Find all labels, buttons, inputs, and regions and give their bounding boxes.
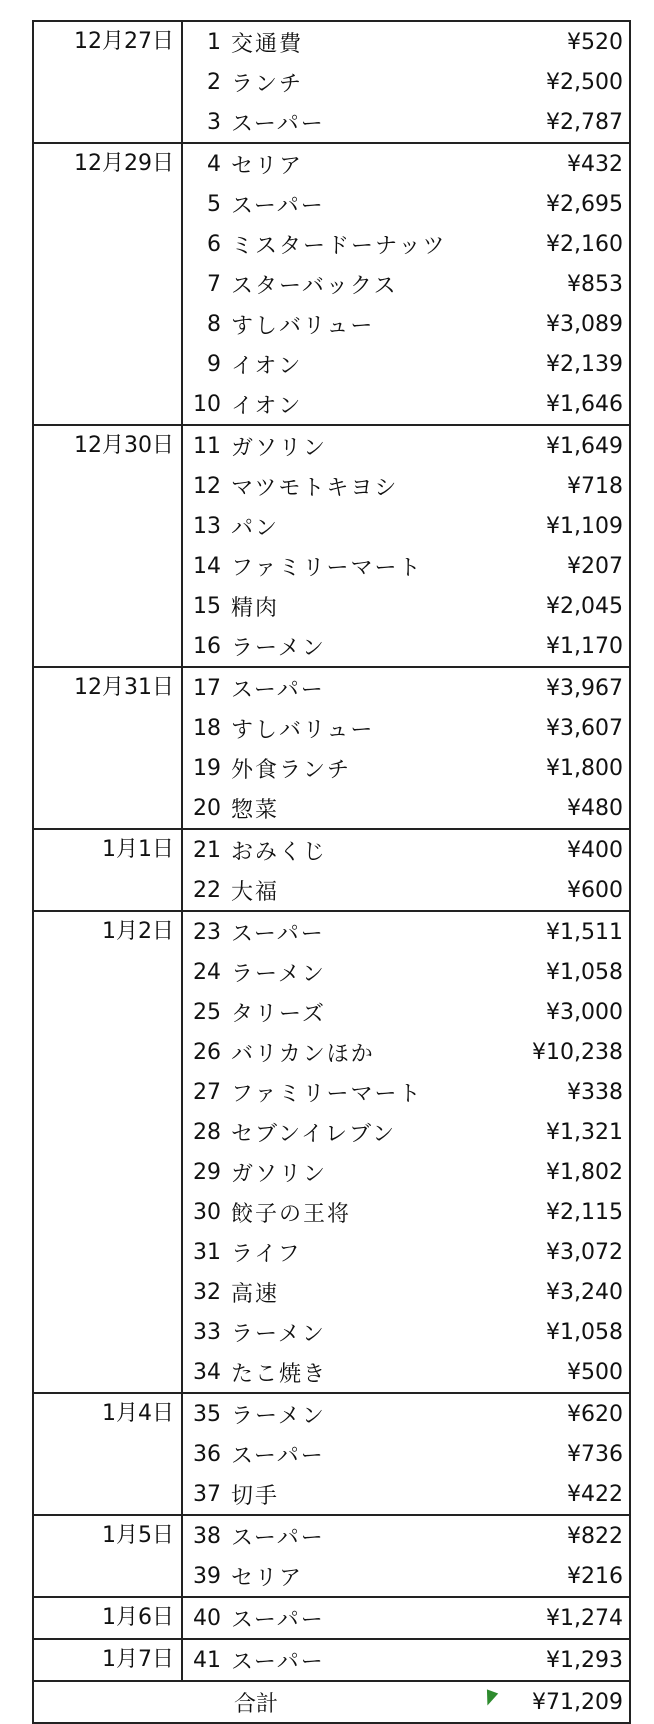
table-row bbox=[183, 184, 629, 224]
table-row bbox=[183, 1556, 629, 1596]
date-group bbox=[34, 426, 629, 668]
table-row bbox=[183, 1352, 629, 1392]
date-group bbox=[34, 1598, 629, 1640]
item-name: イオン bbox=[231, 353, 303, 379]
item-name: ライフ bbox=[231, 1241, 302, 1267]
item-number: 8 bbox=[207, 311, 221, 337]
item-amount: ¥1,058 bbox=[546, 959, 623, 985]
table-row bbox=[183, 1394, 629, 1434]
table-row bbox=[183, 506, 629, 546]
item-number: 16 bbox=[193, 633, 221, 659]
item-name: セリア bbox=[231, 153, 304, 179]
item-amount: ¥2,160 bbox=[546, 231, 623, 257]
item-amount: ¥520 bbox=[567, 29, 623, 55]
table-row bbox=[183, 224, 629, 264]
table-row bbox=[183, 830, 629, 870]
item-number: 21 bbox=[193, 837, 221, 863]
item-number: 10 bbox=[193, 391, 221, 417]
item-name: パン bbox=[231, 515, 280, 541]
table-row bbox=[183, 952, 629, 992]
table-row bbox=[183, 1312, 629, 1352]
item-amount: ¥1,802 bbox=[546, 1159, 623, 1185]
item-amount: ¥2,045 bbox=[546, 593, 623, 619]
item-name: 大福 bbox=[231, 879, 280, 905]
item-rows bbox=[183, 144, 629, 424]
item-amount: ¥1,170 bbox=[546, 633, 623, 659]
item-name: ラーメン bbox=[231, 961, 326, 987]
item-number: 7 bbox=[207, 271, 221, 297]
date-group bbox=[34, 1640, 629, 1682]
item-amount: ¥853 bbox=[567, 271, 623, 297]
item-amount: ¥3,240 bbox=[546, 1279, 623, 1305]
date-cell: 1月7日 bbox=[34, 1640, 183, 1680]
item-number: 5 bbox=[207, 191, 221, 217]
table-row bbox=[183, 1112, 629, 1152]
item-number: 31 bbox=[193, 1239, 221, 1265]
table-row bbox=[183, 466, 629, 506]
item-number: 17 bbox=[193, 675, 221, 701]
item-name: ランチ bbox=[231, 71, 304, 97]
date-cell: 1月2日 bbox=[34, 912, 183, 1392]
table-row bbox=[183, 870, 629, 910]
table-row bbox=[183, 22, 629, 62]
item-number: 20 bbox=[193, 795, 221, 821]
item-name: バリカンほか bbox=[231, 1041, 375, 1067]
item-name: スーパー bbox=[231, 193, 325, 219]
item-amount: ¥3,967 bbox=[546, 675, 623, 701]
item-name: セリア bbox=[231, 1565, 304, 1591]
table-row bbox=[183, 992, 629, 1032]
table-row bbox=[183, 586, 629, 626]
date-cell: 1月1日 bbox=[34, 830, 183, 910]
table-row bbox=[183, 1032, 629, 1072]
item-name: ラーメン bbox=[231, 635, 326, 661]
table-row bbox=[183, 1192, 629, 1232]
item-number: 19 bbox=[193, 755, 221, 781]
date-group bbox=[34, 668, 629, 830]
item-name: スーパー bbox=[231, 1607, 325, 1633]
table-row bbox=[183, 1640, 629, 1680]
item-amount: ¥718 bbox=[567, 473, 623, 499]
table-row bbox=[183, 1232, 629, 1272]
item-amount: ¥2,139 bbox=[546, 351, 623, 377]
total-row bbox=[34, 1682, 629, 1722]
item-amount: ¥3,607 bbox=[546, 715, 623, 741]
date-cell: 1月4日 bbox=[34, 1394, 183, 1514]
item-amount: ¥2,787 bbox=[546, 109, 623, 135]
table-row bbox=[183, 384, 629, 424]
item-number: 1 bbox=[207, 29, 221, 55]
item-number: 12 bbox=[193, 473, 221, 499]
item-number: 3 bbox=[207, 109, 221, 135]
item-amount: ¥822 bbox=[567, 1523, 623, 1549]
date-cell: 12月31日 bbox=[34, 668, 183, 828]
item-number: 6 bbox=[207, 231, 221, 257]
item-amount: ¥1,321 bbox=[546, 1119, 623, 1145]
item-number: 11 bbox=[193, 433, 221, 459]
item-amount: ¥500 bbox=[567, 1359, 623, 1385]
item-name: 高速 bbox=[231, 1281, 280, 1307]
item-number: 26 bbox=[193, 1039, 221, 1065]
item-amount: ¥1,293 bbox=[546, 1647, 623, 1673]
item-name: スーパー bbox=[231, 111, 325, 137]
item-name: おみくじ bbox=[231, 839, 328, 865]
item-name: 惣菜 bbox=[231, 797, 280, 823]
item-number: 32 bbox=[193, 1279, 221, 1305]
item-amount: ¥10,238 bbox=[532, 1039, 623, 1065]
item-rows bbox=[183, 22, 629, 142]
table-row bbox=[183, 668, 629, 708]
item-amount: ¥2,115 bbox=[546, 1199, 623, 1225]
item-number: 24 bbox=[193, 959, 221, 985]
item-amount: ¥620 bbox=[567, 1401, 623, 1427]
item-amount: ¥1,800 bbox=[546, 755, 623, 781]
item-rows bbox=[183, 1640, 629, 1680]
item-number: 38 bbox=[193, 1523, 221, 1549]
item-number: 9 bbox=[207, 351, 221, 377]
expense-table bbox=[32, 20, 631, 1724]
expense-groups bbox=[34, 22, 629, 1682]
item-name: スーパー bbox=[231, 677, 325, 703]
item-name: ファミリーマート bbox=[231, 555, 423, 581]
item-name: スーパー bbox=[231, 1443, 325, 1469]
item-name: ガソリン bbox=[231, 1161, 328, 1187]
item-number: 27 bbox=[193, 1079, 221, 1105]
item-amount: ¥400 bbox=[567, 837, 623, 863]
item-rows bbox=[183, 668, 629, 828]
item-rows bbox=[183, 912, 629, 1392]
item-rows bbox=[183, 830, 629, 910]
item-name: ラーメン bbox=[231, 1321, 326, 1347]
date-group bbox=[34, 22, 629, 144]
item-name: スターバックス bbox=[231, 273, 398, 299]
item-number: 29 bbox=[193, 1159, 221, 1185]
item-name: 外食ランチ bbox=[231, 757, 352, 783]
item-number: 2 bbox=[207, 69, 221, 95]
item-amount: ¥432 bbox=[567, 151, 623, 177]
item-name: 餃子の王将 bbox=[231, 1201, 352, 1227]
item-rows bbox=[183, 1598, 629, 1638]
item-name: ミスタードーナッツ bbox=[231, 233, 447, 259]
item-amount: ¥338 bbox=[567, 1079, 623, 1105]
date-cell: 12月30日 bbox=[34, 426, 183, 666]
item-number: 28 bbox=[193, 1119, 221, 1145]
item-name: 切手 bbox=[231, 1483, 280, 1509]
item-number: 40 bbox=[193, 1605, 221, 1631]
item-number: 14 bbox=[193, 553, 221, 579]
table-row bbox=[183, 708, 629, 748]
total-amount: ¥71,209 bbox=[532, 1689, 623, 1715]
item-name: 交通費 bbox=[231, 31, 304, 57]
date-group bbox=[34, 1394, 629, 1516]
item-number: 22 bbox=[193, 877, 221, 903]
item-number: 13 bbox=[193, 513, 221, 539]
item-name: 精肉 bbox=[231, 595, 280, 621]
table-row bbox=[183, 1072, 629, 1112]
item-amount: ¥3,000 bbox=[546, 999, 623, 1025]
date-cell: 1月5日 bbox=[34, 1516, 183, 1596]
total-label: 合計 bbox=[234, 1691, 279, 1717]
item-amount: ¥207 bbox=[567, 553, 623, 579]
item-number: 18 bbox=[193, 715, 221, 741]
item-name: スーパー bbox=[231, 921, 325, 947]
item-name: マツモトキヨシ bbox=[231, 475, 399, 501]
table-row bbox=[183, 62, 629, 102]
date-cell: 12月29日 bbox=[34, 144, 183, 424]
item-amount: ¥736 bbox=[567, 1441, 623, 1467]
item-number: 36 bbox=[193, 1441, 221, 1467]
item-number: 33 bbox=[193, 1319, 221, 1345]
item-name: ラーメン bbox=[231, 1403, 326, 1429]
item-amount: ¥1,274 bbox=[546, 1605, 623, 1631]
table-row bbox=[183, 1272, 629, 1312]
item-number: 39 bbox=[193, 1563, 221, 1589]
item-amount: ¥1,109 bbox=[546, 513, 623, 539]
item-number: 30 bbox=[193, 1199, 221, 1225]
table-row bbox=[183, 264, 629, 304]
item-amount: ¥2,695 bbox=[546, 191, 623, 217]
item-name: イオン bbox=[231, 393, 303, 419]
item-amount: ¥1,649 bbox=[546, 433, 623, 459]
item-number: 15 bbox=[193, 593, 221, 619]
date-group bbox=[34, 830, 629, 912]
item-rows bbox=[183, 1394, 629, 1514]
table-row bbox=[183, 144, 629, 184]
item-name: ファミリーマート bbox=[231, 1081, 423, 1107]
item-name: スーパー bbox=[231, 1525, 325, 1551]
item-amount: ¥1,511 bbox=[546, 919, 623, 945]
table-row bbox=[183, 1152, 629, 1192]
table-row bbox=[183, 102, 629, 142]
item-amount: ¥3,072 bbox=[546, 1239, 623, 1265]
date-group bbox=[34, 144, 629, 426]
table-row bbox=[183, 426, 629, 466]
table-row bbox=[183, 344, 629, 384]
item-number: 35 bbox=[193, 1401, 221, 1427]
table-row bbox=[183, 1516, 629, 1556]
table-row bbox=[183, 912, 629, 952]
item-name: ガソリン bbox=[231, 435, 328, 461]
item-amount: ¥422 bbox=[567, 1481, 623, 1507]
item-name: すしバリュー bbox=[231, 313, 375, 339]
item-name: タリーズ bbox=[231, 1001, 326, 1027]
item-name: スーパー bbox=[231, 1649, 325, 1675]
item-amount: ¥1,058 bbox=[546, 1319, 623, 1345]
table-row bbox=[183, 788, 629, 828]
table-row bbox=[183, 304, 629, 344]
date-group bbox=[34, 912, 629, 1394]
item-name: すしバリュー bbox=[231, 717, 375, 743]
item-number: 41 bbox=[193, 1647, 221, 1673]
table-row bbox=[183, 626, 629, 666]
item-amount: ¥2,500 bbox=[546, 69, 623, 95]
item-number: 25 bbox=[193, 999, 221, 1025]
item-name: セブンイレブン bbox=[231, 1121, 397, 1147]
item-amount: ¥1,646 bbox=[546, 391, 623, 417]
item-number: 4 bbox=[207, 151, 221, 177]
item-number: 37 bbox=[193, 1481, 221, 1507]
item-name: たこ焼き bbox=[231, 1361, 328, 1387]
item-number: 23 bbox=[193, 919, 221, 945]
date-cell: 12月27日 bbox=[34, 22, 183, 142]
table-row bbox=[183, 1474, 629, 1514]
item-rows bbox=[183, 1516, 629, 1596]
table-row bbox=[183, 1434, 629, 1474]
item-amount: ¥480 bbox=[567, 795, 623, 821]
table-row bbox=[183, 1598, 629, 1638]
item-amount: ¥3,089 bbox=[546, 311, 623, 337]
date-cell: 1月6日 bbox=[34, 1598, 183, 1638]
table-row bbox=[183, 546, 629, 586]
table-row bbox=[183, 748, 629, 788]
date-group bbox=[34, 1516, 629, 1598]
item-rows bbox=[183, 426, 629, 666]
item-number: 34 bbox=[193, 1359, 221, 1385]
item-amount: ¥216 bbox=[567, 1563, 623, 1589]
item-amount: ¥600 bbox=[567, 877, 623, 903]
